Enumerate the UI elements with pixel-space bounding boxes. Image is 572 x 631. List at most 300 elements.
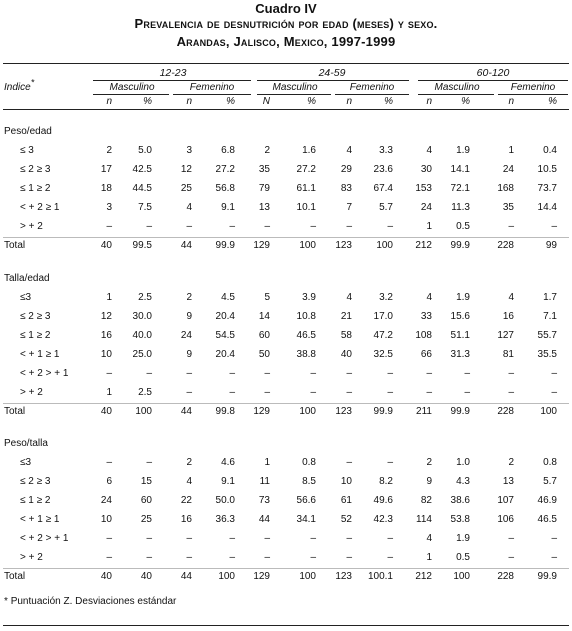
table-cell: 0.8 bbox=[302, 457, 316, 468]
table-cell: 153 bbox=[415, 183, 432, 194]
table-cell: 8.2 bbox=[379, 476, 393, 487]
total-cell: 212 bbox=[415, 240, 432, 251]
table-cell: – bbox=[551, 387, 557, 398]
table-cell: – bbox=[264, 552, 270, 563]
table-cell: – bbox=[310, 368, 316, 379]
table-cell: 106 bbox=[497, 514, 514, 525]
row-label: < + 1 ≥ 1 bbox=[20, 514, 60, 525]
row-label: < + 2 > + 1 bbox=[20, 533, 69, 544]
table-cell: 46.9 bbox=[537, 495, 557, 506]
table-cell: – bbox=[106, 368, 112, 379]
table-cell: 12 bbox=[100, 311, 112, 322]
total-cell: 40 bbox=[100, 571, 112, 582]
table-cell: 83 bbox=[340, 183, 352, 194]
total-cell: 100 bbox=[218, 571, 235, 582]
table-cell: – bbox=[346, 368, 352, 379]
footnote bbox=[4, 596, 176, 608]
table-cell: – bbox=[146, 533, 152, 544]
row-label: ≤ 2 ≥ 3 bbox=[20, 164, 51, 175]
row-label: > + 2 bbox=[20, 552, 43, 563]
table-cell: 25 bbox=[180, 183, 192, 194]
table-cell: – bbox=[229, 387, 235, 398]
table-cell: 25 bbox=[140, 514, 152, 525]
table-cell: 10.8 bbox=[296, 311, 316, 322]
row-label: < + 1 ≥ 1 bbox=[20, 349, 60, 360]
table-cell: 56.6 bbox=[296, 495, 316, 506]
table-cell: 0.8 bbox=[543, 457, 557, 468]
age-group-rule bbox=[257, 80, 409, 81]
table-cell: – bbox=[464, 387, 470, 398]
table-cell: 33 bbox=[420, 311, 432, 322]
table-cell: 4.5 bbox=[221, 292, 235, 303]
table-cell: – bbox=[186, 552, 192, 563]
table-cell: 10.1 bbox=[296, 202, 316, 213]
table-cell: 12 bbox=[180, 164, 192, 175]
table-cell: – bbox=[186, 533, 192, 544]
table-cell: – bbox=[310, 221, 316, 232]
total-cell: 100 bbox=[376, 240, 393, 251]
table-cell: 3.2 bbox=[379, 292, 393, 303]
table-cell: 15 bbox=[140, 476, 152, 487]
table-cell: 1 bbox=[508, 145, 514, 156]
table-cell: 3 bbox=[106, 202, 112, 213]
total-cell: 100 bbox=[299, 240, 316, 251]
table-cell: 47.2 bbox=[373, 330, 393, 341]
table-cell: 2 bbox=[186, 457, 192, 468]
index-footnote-mark: * bbox=[30, 77, 35, 88]
sex-header: Femenino bbox=[349, 82, 395, 93]
sex-rule bbox=[335, 94, 409, 95]
section-total-rule bbox=[3, 403, 569, 404]
table-cell: 52 bbox=[340, 514, 352, 525]
table-cell: 1.9 bbox=[456, 292, 470, 303]
total-cell: 129 bbox=[253, 240, 270, 251]
table-cell: – bbox=[186, 368, 192, 379]
total-cell: 123 bbox=[335, 240, 352, 251]
table-cell: 29 bbox=[340, 164, 352, 175]
table-cell: 107 bbox=[497, 495, 514, 506]
table-cell: – bbox=[508, 552, 514, 563]
table-cell: – bbox=[229, 552, 235, 563]
table-cell: 9.1 bbox=[221, 476, 235, 487]
table-cell: 67.4 bbox=[373, 183, 393, 194]
table-cell: – bbox=[426, 387, 432, 398]
section-title: Talla/edad bbox=[4, 273, 50, 284]
table-cell: 25.0 bbox=[132, 349, 152, 360]
table-cell: 53.8 bbox=[450, 514, 470, 525]
table-cell: 20.4 bbox=[215, 349, 235, 360]
table-cell: 50 bbox=[258, 349, 270, 360]
table-cell: – bbox=[146, 457, 152, 468]
total-cell: 40 bbox=[100, 240, 112, 251]
table-cell: – bbox=[106, 533, 112, 544]
table-cell: 10 bbox=[100, 349, 112, 360]
row-label: ≤ 3 bbox=[20, 145, 34, 156]
table-cell: 36.3 bbox=[215, 514, 235, 525]
sex-rule bbox=[173, 94, 251, 95]
sex-header: Femenino bbox=[189, 82, 235, 93]
table-cell: 60 bbox=[258, 330, 270, 341]
table-cell: 0.5 bbox=[456, 221, 470, 232]
table-cell: 40.0 bbox=[132, 330, 152, 341]
row-label: ≤ 1 ≥ 2 bbox=[20, 495, 51, 506]
sex-header: Masculino bbox=[434, 82, 480, 93]
total-cell: 228 bbox=[497, 571, 514, 582]
table-cell: 73 bbox=[258, 495, 270, 506]
table-cell: 1 bbox=[426, 552, 432, 563]
table-cell: 17.0 bbox=[373, 311, 393, 322]
total-cell: 99.9 bbox=[215, 240, 235, 251]
total-cell: 228 bbox=[497, 240, 514, 251]
table-cell: 108 bbox=[415, 330, 432, 341]
table-cell: 127 bbox=[497, 330, 514, 341]
table-cell: 3 bbox=[186, 145, 192, 156]
column-header: n bbox=[106, 96, 112, 107]
total-cell: 99.8 bbox=[215, 406, 235, 417]
table-cell: 16 bbox=[502, 311, 514, 322]
age-group-header: 60-120 bbox=[476, 67, 510, 79]
table-cell: 4.6 bbox=[221, 457, 235, 468]
table-cell: 7.1 bbox=[543, 311, 557, 322]
table-cell: – bbox=[387, 387, 393, 398]
header-rule bbox=[3, 109, 569, 110]
table-cell: 4 bbox=[508, 292, 514, 303]
table-cell: 2 bbox=[426, 457, 432, 468]
table-cell: – bbox=[387, 552, 393, 563]
table-cell: – bbox=[387, 368, 393, 379]
footnote-text: Puntuación Z. Desviaciones estándar bbox=[10, 596, 177, 607]
table-cell: 72.1 bbox=[450, 183, 470, 194]
sex-rule bbox=[418, 94, 494, 95]
table-cell: – bbox=[229, 533, 235, 544]
table-cell: – bbox=[551, 533, 557, 544]
table-cell: 20.4 bbox=[215, 311, 235, 322]
total-cell: 99.5 bbox=[132, 240, 152, 251]
table-cell: 66 bbox=[420, 349, 432, 360]
table-cell: – bbox=[146, 368, 152, 379]
table-cell: 3.9 bbox=[302, 292, 316, 303]
table-cell: 22 bbox=[180, 495, 192, 506]
table-cell: 1.6 bbox=[302, 145, 316, 156]
table-cell: 1.0 bbox=[456, 457, 470, 468]
table-cell: 2 bbox=[264, 145, 270, 156]
total-cell: 44 bbox=[180, 571, 192, 582]
table-cell: 8.5 bbox=[302, 476, 316, 487]
table-cell: – bbox=[346, 533, 352, 544]
table-cell: – bbox=[310, 387, 316, 398]
section-total-rule bbox=[3, 237, 569, 238]
table-cell: 54.5 bbox=[215, 330, 235, 341]
age-group-rule bbox=[418, 80, 568, 81]
table-cell: 35 bbox=[258, 164, 270, 175]
table-title: Prevalencia de desnutrición por edad (meses) y sexo. bbox=[134, 16, 438, 31]
table-cell: 15.6 bbox=[450, 311, 470, 322]
table-cell: – bbox=[106, 457, 112, 468]
table-cell: 1.9 bbox=[456, 533, 470, 544]
table-cell: 11 bbox=[259, 476, 270, 487]
table-cell: 2 bbox=[106, 145, 112, 156]
table-cell: – bbox=[508, 221, 514, 232]
total-label: Total bbox=[4, 406, 26, 417]
column-header: % bbox=[461, 96, 470, 107]
total-cell: 212 bbox=[415, 571, 432, 582]
table-cell: 9.1 bbox=[221, 202, 235, 213]
table-cell: – bbox=[264, 387, 270, 398]
table-cell: 4 bbox=[426, 145, 432, 156]
table-cell: 4.3 bbox=[456, 476, 470, 487]
table-cell: 56.8 bbox=[215, 183, 235, 194]
column-header: n bbox=[508, 96, 514, 107]
table-cell: 2 bbox=[508, 457, 514, 468]
total-cell: 99.9 bbox=[450, 240, 470, 251]
table-cell: 55.7 bbox=[537, 330, 557, 341]
table-cell: 31.3 bbox=[450, 349, 470, 360]
column-header: % bbox=[226, 96, 235, 107]
row-label: < + 2 ≥ 1 bbox=[20, 202, 60, 213]
total-cell: 100.1 bbox=[367, 571, 393, 582]
table-cell: 1.9 bbox=[456, 145, 470, 156]
table-cell: – bbox=[551, 552, 557, 563]
table-cell: – bbox=[146, 552, 152, 563]
total-label: Total bbox=[4, 240, 26, 251]
table-cell: 38.8 bbox=[296, 349, 316, 360]
table-cell: 14 bbox=[258, 311, 270, 322]
sex-header: Masculino bbox=[272, 82, 318, 93]
column-header: % bbox=[143, 96, 152, 107]
table-cell: 0.5 bbox=[456, 552, 470, 563]
table-cell: 1.7 bbox=[543, 292, 557, 303]
table-cell: 0.4 bbox=[543, 145, 557, 156]
table-cell: 61 bbox=[340, 495, 352, 506]
column-header: % bbox=[548, 96, 557, 107]
table-cell: 9 bbox=[186, 311, 192, 322]
table-cell: 24 bbox=[420, 202, 432, 213]
table-cell: – bbox=[387, 457, 393, 468]
total-cell: 100 bbox=[299, 571, 316, 582]
column-header: n bbox=[186, 96, 192, 107]
table-cell: 4 bbox=[426, 533, 432, 544]
total-cell: 129 bbox=[253, 571, 270, 582]
table-cell: 24 bbox=[100, 495, 112, 506]
table-cell: – bbox=[186, 221, 192, 232]
table-cell: 114 bbox=[416, 514, 432, 525]
table-cell: – bbox=[310, 552, 316, 563]
table-cell: – bbox=[186, 387, 192, 398]
table-cell: 3.3 bbox=[379, 145, 393, 156]
index-header bbox=[4, 77, 35, 94]
table-cell: 1 bbox=[106, 387, 112, 398]
table-cell: 7 bbox=[346, 202, 352, 213]
row-label: ≤ 2 ≥ 3 bbox=[20, 311, 51, 322]
table-cell: 5.7 bbox=[379, 202, 393, 213]
table-cell: – bbox=[508, 387, 514, 398]
column-header: n bbox=[426, 96, 432, 107]
table-cell: – bbox=[229, 221, 235, 232]
table-cell: – bbox=[508, 368, 514, 379]
table-cell: 73.7 bbox=[537, 183, 557, 194]
row-label: > + 2 bbox=[20, 387, 43, 398]
table-cell: – bbox=[346, 457, 352, 468]
table-cell: 42.5 bbox=[132, 164, 152, 175]
table-cell: 4 bbox=[346, 145, 352, 156]
table-cell: 17 bbox=[100, 164, 112, 175]
table-cell: 6.8 bbox=[221, 145, 235, 156]
table-cell: – bbox=[346, 387, 352, 398]
total-cell: 44 bbox=[180, 240, 192, 251]
table-cell: 6 bbox=[106, 476, 112, 487]
table-cell: 27.2 bbox=[215, 164, 235, 175]
table-cell: 46.5 bbox=[537, 514, 557, 525]
table-cell: 13 bbox=[258, 202, 270, 213]
sex-header: Femenino bbox=[510, 82, 556, 93]
table-cell: – bbox=[264, 221, 270, 232]
table-cell: 44.5 bbox=[132, 183, 152, 194]
table-cell: 9 bbox=[426, 476, 432, 487]
table-cell: 50.0 bbox=[215, 495, 235, 506]
table-cell: – bbox=[346, 552, 352, 563]
total-cell: 228 bbox=[497, 406, 514, 417]
total-cell: 100 bbox=[135, 406, 152, 417]
table-cell: – bbox=[551, 221, 557, 232]
total-cell: 100 bbox=[299, 406, 316, 417]
sex-rule bbox=[257, 94, 331, 95]
table-cell: – bbox=[464, 368, 470, 379]
table-cell: – bbox=[387, 221, 393, 232]
table-cell: 51.1 bbox=[450, 330, 470, 341]
total-cell: 40 bbox=[100, 406, 112, 417]
total-cell: 99.9 bbox=[537, 571, 557, 582]
table-cell: 5.0 bbox=[138, 145, 152, 156]
table-cell: 5.7 bbox=[543, 476, 557, 487]
row-label: ≤ 1 ≥ 2 bbox=[20, 330, 51, 341]
section-title: Peso/talla bbox=[4, 438, 48, 449]
table-cell: 24 bbox=[502, 164, 514, 175]
top-rule bbox=[3, 63, 569, 64]
table-cell: 13 bbox=[502, 476, 514, 487]
row-label: > + 2 bbox=[20, 221, 43, 232]
table-cell: 35 bbox=[502, 202, 514, 213]
table-cell: 14.1 bbox=[450, 164, 470, 175]
bottom-rule bbox=[3, 625, 569, 626]
row-label: ≤ 2 ≥ 3 bbox=[20, 476, 51, 487]
table-cell: 11.3 bbox=[451, 202, 470, 213]
table-cell: 10 bbox=[340, 476, 352, 487]
table-cell: 27.2 bbox=[296, 164, 316, 175]
table-cell: 46.5 bbox=[296, 330, 316, 341]
table-cell: 34.1 bbox=[296, 514, 316, 525]
column-header: N bbox=[262, 96, 270, 107]
table-cell: 40 bbox=[340, 349, 352, 360]
table-cell: 24 bbox=[180, 330, 192, 341]
total-cell: 99.9 bbox=[373, 406, 393, 417]
sex-header: Masculino bbox=[109, 82, 155, 93]
column-header: n bbox=[346, 96, 352, 107]
table-cell: 42.3 bbox=[373, 514, 393, 525]
table-cell: 4 bbox=[346, 292, 352, 303]
age-group-rule bbox=[93, 80, 251, 81]
table-cell: – bbox=[346, 221, 352, 232]
row-label: ≤3 bbox=[20, 292, 32, 303]
table-subtitle: Arandas, Jalisco, Mexico, 1997-1999 bbox=[176, 34, 396, 49]
table-cell: 5 bbox=[264, 292, 270, 303]
table-cell: 82 bbox=[420, 495, 432, 506]
table-cell: 4 bbox=[426, 292, 432, 303]
table-cell: 7.5 bbox=[138, 202, 152, 213]
table-cell: – bbox=[264, 368, 270, 379]
row-label: < + 2 > + 1 bbox=[20, 368, 69, 379]
column-header: % bbox=[307, 96, 316, 107]
total-cell: 123 bbox=[335, 406, 352, 417]
section-total-rule bbox=[3, 568, 569, 569]
total-cell: 211 bbox=[416, 406, 432, 417]
table-cell: 10.5 bbox=[537, 164, 557, 175]
age-group-header: 12-23 bbox=[159, 67, 187, 79]
table-cell: 2.5 bbox=[138, 292, 152, 303]
total-cell: 99 bbox=[545, 240, 557, 251]
total-cell: 44 bbox=[180, 406, 192, 417]
table-cell: 30 bbox=[420, 164, 432, 175]
table-cell: 60 bbox=[140, 495, 152, 506]
table-cell: 4 bbox=[186, 476, 192, 487]
table-cell: 18 bbox=[100, 183, 112, 194]
table-cell: 2 bbox=[186, 292, 192, 303]
table-cell: 79 bbox=[258, 183, 270, 194]
table-cell: 2.5 bbox=[138, 387, 152, 398]
total-cell: 129 bbox=[253, 406, 270, 417]
table-cell: 61.1 bbox=[296, 183, 316, 194]
table-cell: 14.4 bbox=[537, 202, 557, 213]
total-cell: 123 bbox=[335, 571, 352, 582]
table-cell: 21 bbox=[340, 311, 352, 322]
row-label: ≤ 1 ≥ 2 bbox=[20, 183, 51, 194]
total-cell: 40 bbox=[140, 571, 152, 582]
total-cell: 100 bbox=[540, 406, 557, 417]
table-cell: 1 bbox=[264, 457, 270, 468]
table-cell: – bbox=[106, 552, 112, 563]
footnote-mark: * bbox=[4, 596, 8, 607]
table-cell: 4 bbox=[186, 202, 192, 213]
sex-rule bbox=[93, 94, 169, 95]
total-cell: 100 bbox=[453, 571, 470, 582]
row-label: ≤3 bbox=[20, 457, 32, 468]
table-cell: 1 bbox=[426, 221, 432, 232]
total-cell: 99.9 bbox=[450, 406, 470, 417]
table-cell: – bbox=[508, 533, 514, 544]
table-cell: – bbox=[264, 533, 270, 544]
table-cell: – bbox=[106, 221, 112, 232]
table-cell: 10 bbox=[100, 514, 112, 525]
table-cell: – bbox=[387, 533, 393, 544]
index-label: Indice bbox=[4, 82, 31, 93]
table-cell: – bbox=[310, 533, 316, 544]
table-cell: 35.5 bbox=[537, 349, 557, 360]
table-cell: 81 bbox=[502, 349, 514, 360]
age-group-header: 24-59 bbox=[318, 67, 346, 79]
table-cell: – bbox=[551, 368, 557, 379]
table-cell: 32.5 bbox=[373, 349, 393, 360]
table-cell: 16 bbox=[100, 330, 112, 341]
table-cell: 9 bbox=[186, 349, 192, 360]
total-label: Total bbox=[4, 571, 26, 582]
table-cell: 1 bbox=[106, 292, 112, 303]
table-cell: 16 bbox=[180, 514, 192, 525]
table-cell: 58 bbox=[340, 330, 352, 341]
column-header: % bbox=[384, 96, 393, 107]
sex-rule bbox=[498, 94, 568, 95]
table-cell: 49.6 bbox=[373, 495, 393, 506]
table-cell: 23.6 bbox=[373, 164, 393, 175]
table-cell: 44 bbox=[258, 514, 270, 525]
